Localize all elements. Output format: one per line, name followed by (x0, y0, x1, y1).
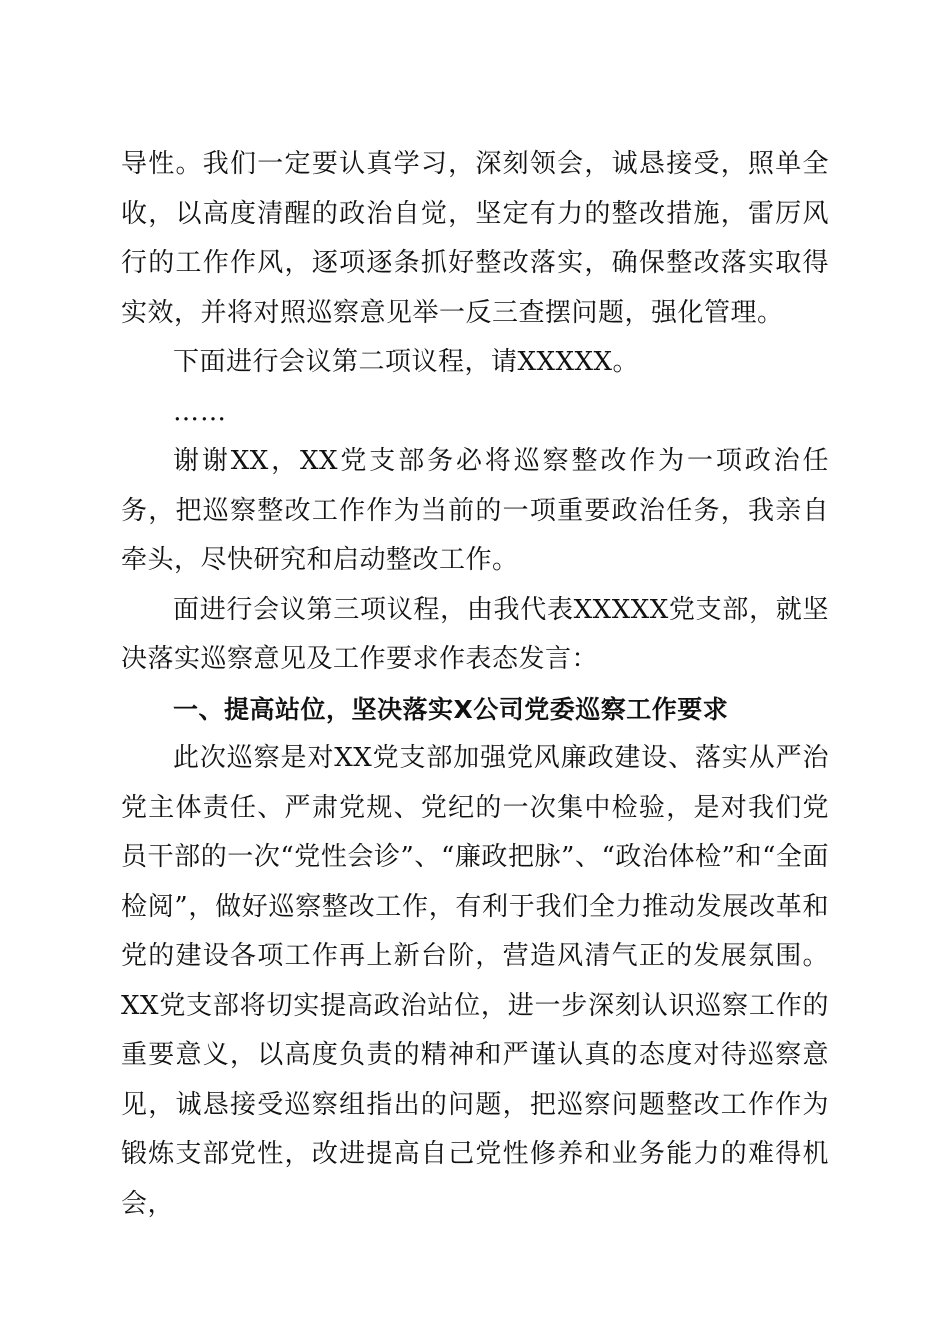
paragraph-thanks: 谢谢XX，XX党支部务必将巡察整改作为一项政治任务，把巡察整改工作作为当前的一项重要政治任务，我亲自牵头，尽快研究和启动整改工作。 (121, 446, 829, 575)
paragraph-agenda-third-item: 面进行会议第三项议程，由我代表XXXXX党支部，就坚决落实巡察意见及工作要求作表态发言： (121, 594, 829, 674)
paragraph-continuation: 导性。我们一定要认真学习，深刻领会，诚恳接受，照单全收，以高度清醒的政治自觉，坚定有力的整改措施，雷厉风行的工作作风，逐项逐条抓好整改落实，确保整改落实取得实效，并将对照巡察意见举一反三查摆问题，强化管理。 (121, 149, 829, 328)
paragraph-ellipsis: …… (173, 396, 227, 427)
document-body (121, 140, 829, 1229)
paragraph-agenda-second-item: 下面进行会议第二项议程，请XXXXX。 (173, 347, 640, 377)
paragraph-section-body: 此次巡察是对XX党支部加强党风廉政建设、落实从严治党主体责任、严肃党规、党纪的一次集中检验，是对我们党员干部的一次“党性会诊”、“廉政把脉”、“政治体检”和“全面检阅”，做好巡察整改工作，有利于我们全力推动发展改革和党的建设各项工作再上新台阶，营造风清气正的发展氛围。XX党支部将切实提高政治站位，进一步深刻认识巡察工作的重要意义，以高度负责的精神和严谨认真的态度对待巡察意见，诚恳接受巡察组指出的问题，把巡察问题整改工作作为锻炼支部党性，改进提高自己党性修养和业务能力的难得机会， (121, 743, 829, 1219)
section-heading: 一、提高站位，坚决落实X公司党委巡察工作要求 (173, 694, 729, 724)
